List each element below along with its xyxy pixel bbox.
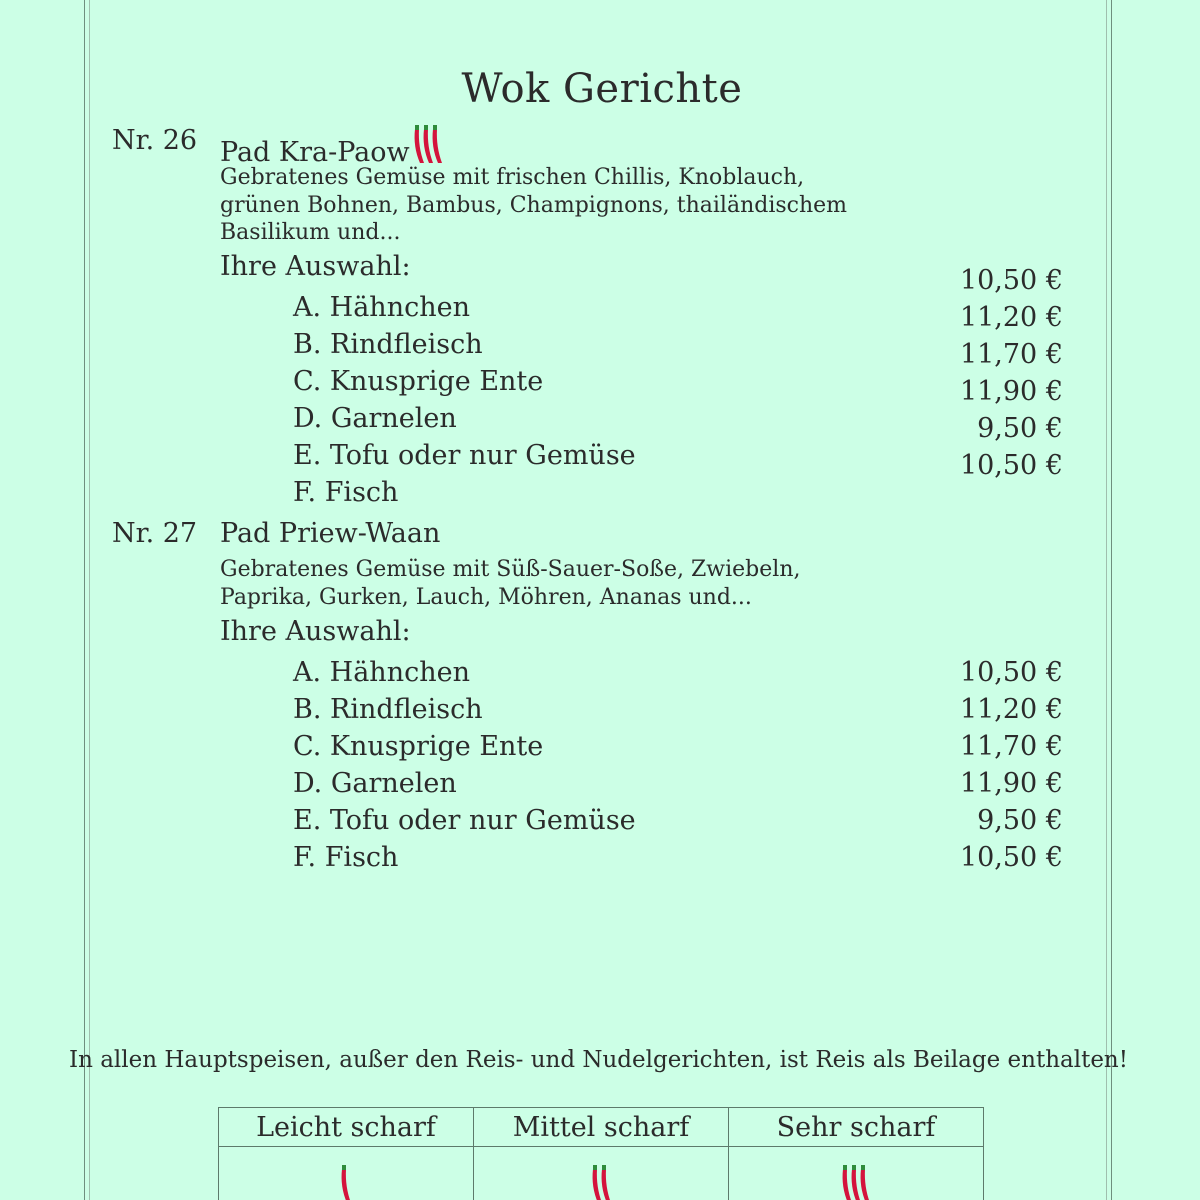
dish-name: Pad Priew-Waan bbox=[220, 518, 441, 549]
price-item: 10,50 € bbox=[959, 450, 1063, 481]
option-item: A. Hähnchen bbox=[293, 657, 470, 688]
option-item: F. Fisch bbox=[293, 842, 399, 873]
option-item: C. Knusprige Ente bbox=[293, 731, 544, 762]
legend-header-hot: Sehr scharf bbox=[729, 1108, 984, 1147]
page-title: Wok Gerichte bbox=[461, 66, 743, 112]
price-item: 10,50 € bbox=[959, 842, 1063, 873]
rice-side-note: In allen Hauptspeisen, außer den Reis- und Nudelgerichten, ist Reis als Beilage enthalten! bbox=[69, 1047, 1128, 1073]
price-item: 11,20 € bbox=[959, 694, 1063, 725]
page-frame-right-inner bbox=[1106, 0, 1107, 1200]
price-item: 10,50 € bbox=[959, 657, 1063, 688]
dish-number: Nr. 26 bbox=[112, 125, 198, 156]
chili-three-icon bbox=[840, 1190, 872, 1200]
page-frame-left-inner bbox=[89, 0, 90, 1200]
dish-name: Pad Kra-Paow bbox=[220, 137, 410, 168]
option-item: C. Knusprige Ente bbox=[293, 366, 544, 397]
spice-legend-table bbox=[218, 1107, 984, 1200]
option-list bbox=[293, 289, 636, 511]
option-item: D. Garnelen bbox=[293, 403, 457, 434]
price-list bbox=[960, 654, 1063, 876]
price-item: 10,50 € bbox=[959, 265, 1063, 296]
chili-one-icon bbox=[339, 1190, 353, 1200]
option-item: B. Rindfleisch bbox=[293, 329, 483, 360]
option-item: D. Garnelen bbox=[293, 768, 457, 799]
price-item: 11,90 € bbox=[959, 376, 1063, 407]
price-item: 11,70 € bbox=[959, 731, 1063, 762]
option-item: A. Hähnchen bbox=[293, 292, 470, 323]
dish-number: Nr. 27 bbox=[112, 518, 198, 549]
price-item: 11,90 € bbox=[959, 768, 1063, 799]
page-frame-right-outer bbox=[1111, 0, 1112, 1200]
price-item: 11,20 € bbox=[959, 302, 1063, 333]
legend-cell-hot bbox=[729, 1147, 984, 1200]
dish-description: Gebratenes Gemüse mit Süß-Sauer-Soße, Zwiebeln, Paprika, Gurken, Lauch, Möhren, Ananas und... bbox=[220, 557, 801, 610]
option-list bbox=[293, 654, 636, 876]
page-frame-left-outer bbox=[84, 0, 85, 1200]
option-item: F. Fisch bbox=[293, 477, 399, 508]
option-item: B. Rindfleisch bbox=[293, 694, 483, 725]
legend-header-medium: Mittel scharf bbox=[474, 1108, 729, 1147]
price-item: 9,50 € bbox=[977, 413, 1063, 444]
option-item: E. Tofu oder nur Gemüse bbox=[293, 805, 636, 836]
price-list bbox=[960, 262, 1063, 484]
price-item: 9,50 € bbox=[977, 805, 1063, 836]
legend-cell-mild bbox=[219, 1147, 474, 1200]
price-item: 11,70 € bbox=[959, 339, 1063, 370]
choice-label: Ihre Auswahl: bbox=[220, 251, 411, 282]
choice-label: Ihre Auswahl: bbox=[220, 616, 411, 647]
legend-cell-medium bbox=[474, 1147, 729, 1200]
dish-description: Gebratenes Gemüse mit frischen Chillis, Knoblauch, grünen Bohnen, Bambus, Champignons, thailändischem Basilikum und... bbox=[220, 165, 848, 245]
chili-two-icon bbox=[590, 1190, 613, 1200]
option-item: E. Tofu oder nur Gemüse bbox=[293, 440, 636, 471]
legend-header-mild: Leicht scharf bbox=[219, 1108, 474, 1147]
